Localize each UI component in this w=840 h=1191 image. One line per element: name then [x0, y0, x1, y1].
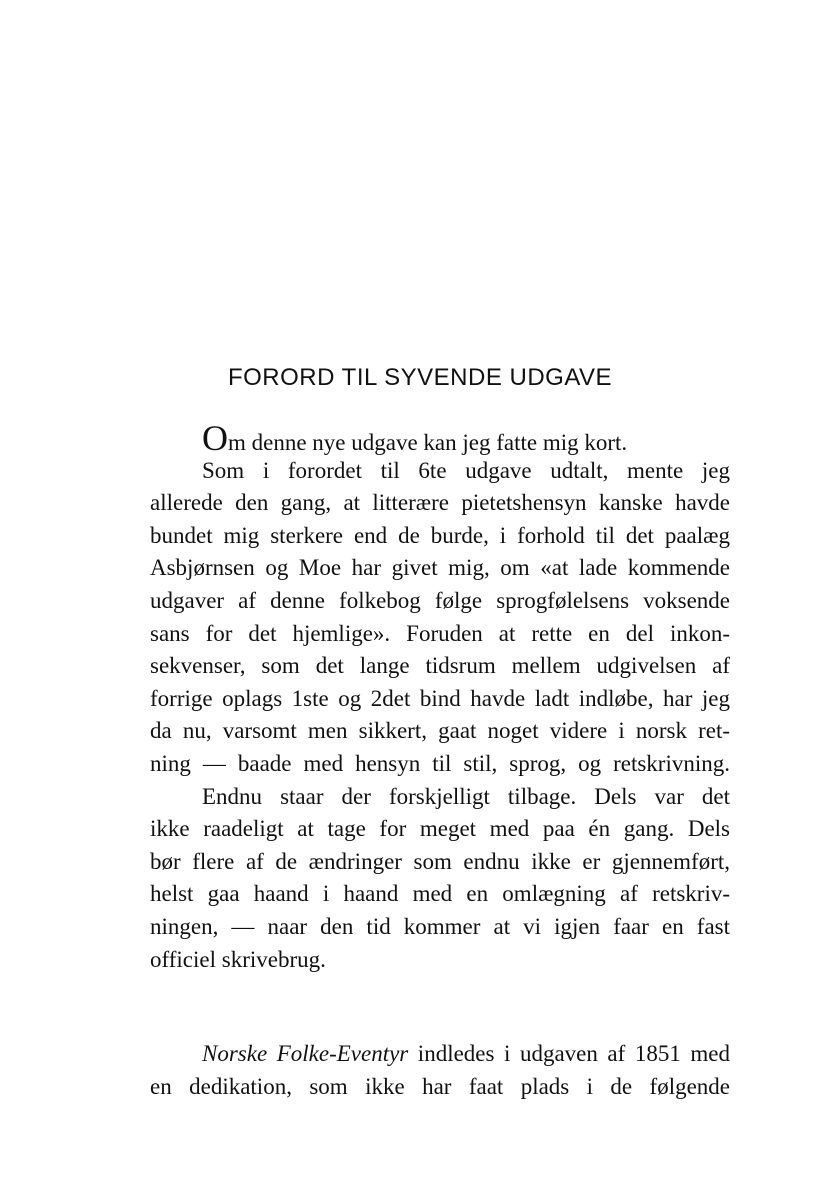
text-line: Asbjørnsen og Moe har givet mig, om «at lade kommende	[150, 555, 730, 581]
text-line: officiel skrivebrug.	[150, 946, 326, 972]
book-title: Norske Folke-Eventyr	[202, 1041, 409, 1066]
text-line: en dedikation, som ikke har faat plads i de følgende	[150, 1073, 730, 1099]
foreword-paragraph-1	[150, 418, 730, 976]
text-line: Endnu staar der forskjelligt tilbage. Dels var det	[202, 783, 730, 809]
text-line: sans for det hjemlige». Foruden at rette en del inkon-	[150, 620, 730, 646]
text-line: udgaver af denne folkebog følge sprogfølelsens voksende	[150, 587, 730, 613]
text-line: helst gaa haand i haand med en omlægning af retskriv-	[150, 881, 730, 907]
foreword-paragraph-2	[150, 1038, 730, 1103]
text-line-content: indledes i udgaven af 1851 med	[408, 1041, 730, 1066]
text-line-content: m denne nye udgave kan jeg fatte mig kort.	[228, 430, 628, 455]
text-line: bundet mig sterkere end de burde, i forhold til det paalæg	[150, 522, 730, 548]
text-line: da nu, varsomt men sikkert, gaat noget videre i norsk ret-	[150, 718, 730, 744]
text-line: Som i forordet til 6te udgave udtalt, mente jeg	[202, 457, 730, 483]
page-heading: FORORD TIL SYVENDE UDGAVE	[227, 364, 613, 391]
text-line: ikke raadeligt at tage for meget med paa én gang. Dels	[150, 816, 730, 842]
text-line: forrige oplags 1ste og 2det bind havde ladt indløbe, har jeg	[150, 685, 730, 711]
drop-cap: O	[202, 418, 228, 458]
text-line: ningen, — naar den tid kommer at vi igjen faar en fast	[150, 913, 730, 939]
text-line: allerede den gang, at litterære pietetshensyn kanske havde	[150, 490, 730, 516]
text-line: ning — baade med hensyn til stil, sprog, og retskrivning.	[150, 750, 730, 776]
text-line: sekvenser, som det lange tidsrum mellem udgivelsen af	[150, 653, 730, 679]
text-line	[150, 418, 730, 458]
text-line	[150, 1038, 730, 1071]
text-line: bør flere af de ændringer som endnu ikke er gjennemført,	[150, 848, 730, 874]
